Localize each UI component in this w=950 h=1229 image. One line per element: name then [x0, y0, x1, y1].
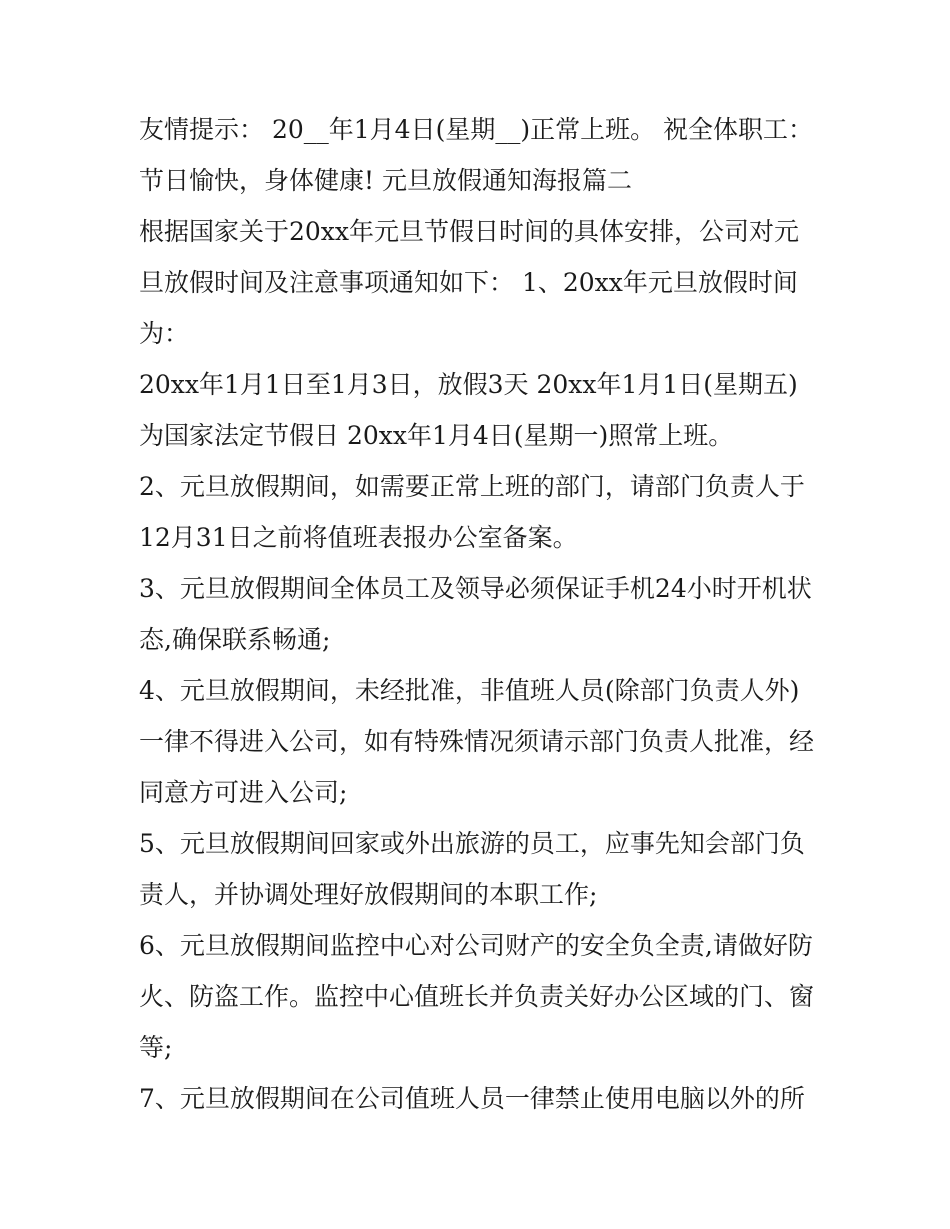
text-line: 节日愉快，身体健康! 元旦放假通知海报篇二: [139, 166, 632, 195]
text-line: 根据国家关于20xx年元旦节假日时间的具体安排，公司对元: [139, 217, 800, 246]
text-line: 同意方可进入公司;: [139, 778, 348, 807]
text-line: 旦放假时间及注意事项通知如下： 1、20xx年元旦放假时间: [139, 268, 798, 297]
text-line: 责人，并协调处理好放假期间的本职工作;: [139, 880, 598, 909]
text-line: 7、元旦放假期间在公司值班人员一律禁止使用电脑以外的所: [139, 1084, 805, 1113]
document-body: [139, 104, 819, 1124]
text-line: 为国家法定节假日 20xx年1月4日(星期一)照常上班。: [139, 421, 734, 450]
text-line: 为：: [139, 319, 190, 348]
text-line: 4、元旦放假期间，未经批准，非值班人员(除部门负责人外): [139, 676, 800, 705]
text-line: 友情提示： 20__年1月4日(星期__)正常上班。 祝全体职工：: [139, 115, 814, 144]
text-line: 6、元旦放假期间监控中心对公司财产的安全负全责,请做好防: [139, 931, 813, 960]
text-line: 12月31日之前将值班表报办公室备案。: [139, 523, 578, 552]
text-line: 火、防盗工作。监控中心值班长并负责关好办公区域的门、窗: [139, 982, 815, 1011]
text-line: 等;: [139, 1033, 173, 1062]
text-line: 5、元旦放假期间回家或外出旅游的员工，应事先知会部门负: [139, 829, 805, 858]
text-line: 态,确保联系畅通;: [139, 625, 331, 654]
text-line: 20xx年1月1日至1月3日，放假3天 20xx年1月1日(星期五): [139, 370, 798, 399]
text-line: 一律不得进入公司，如有特殊情况须请示部门负责人批准，经: [139, 727, 815, 756]
text-line: 2、元旦放假期间，如需要正常上班的部门，请部门负责人于: [139, 472, 805, 501]
text-line: 3、元旦放假期间全体员工及领导必须保证手机24小时开机状: [139, 574, 812, 603]
